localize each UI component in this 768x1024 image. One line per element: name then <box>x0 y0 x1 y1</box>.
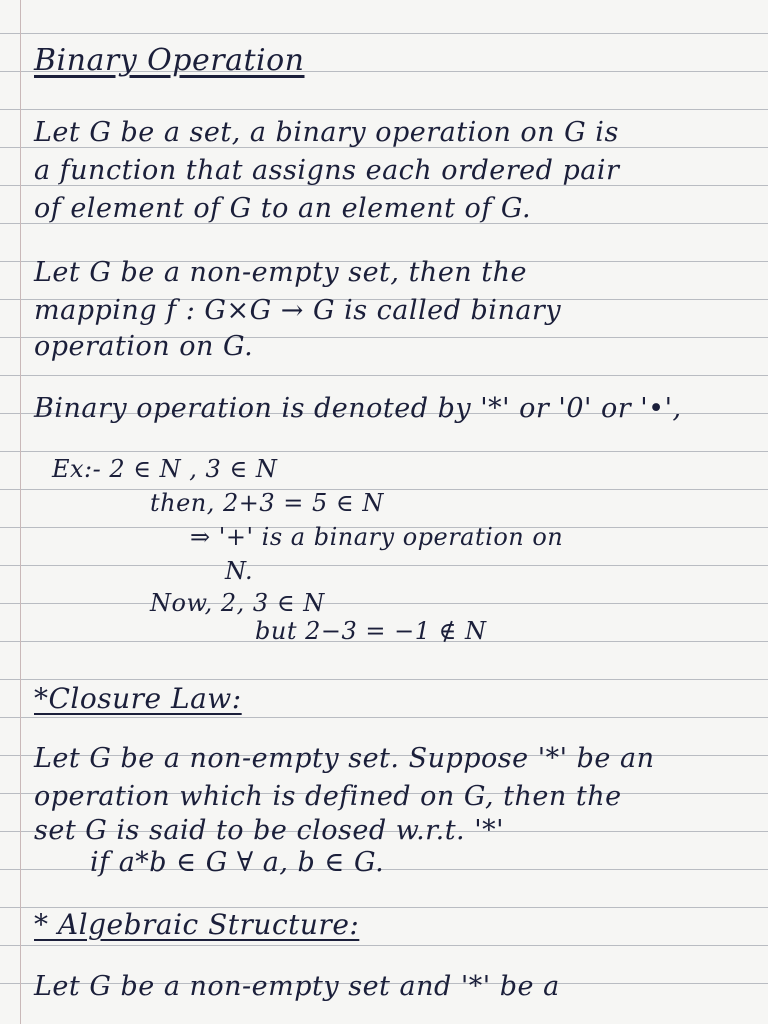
example-line: but 2−3 = −1 ∉ N <box>255 617 487 645</box>
margin-line <box>20 0 21 1024</box>
definition1-line: of element of G to an element of G. <box>34 193 532 224</box>
closure-line: set G is said to be closed w.r.t. '*' <box>34 815 505 846</box>
closure-heading: *Closure Law: <box>34 682 242 715</box>
algebraic-heading: * Algebraic Structure: <box>34 908 360 941</box>
definition2-line: operation on G. <box>34 331 254 362</box>
example-line: N. <box>225 557 254 585</box>
example-line: Now, 2, 3 ∈ N <box>150 589 325 617</box>
definition1-line: Let G be a set, a binary operation on G is <box>34 117 619 148</box>
closure-line: Let G be a non-empty set. Suppose '*' be an <box>34 743 655 774</box>
example-line: Ex:- 2 ∈ N , 3 ∈ N <box>52 455 278 483</box>
denoted-line: Binary operation is denoted by '*' or '0' or '•', <box>34 393 682 424</box>
closure-line: if a*b ∈ G ∀ a, b ∈ G. <box>90 847 385 878</box>
algebraic-line: Let G be a non-empty set and '*' be a <box>34 971 560 1002</box>
definition2-line: Let G be a non-empty set, then the <box>34 257 527 288</box>
example-line: then, 2+3 = 5 ∈ N <box>150 489 384 517</box>
definition1-line: a function that assigns each ordered pair <box>34 155 620 186</box>
page-title: Binary Operation <box>34 43 305 78</box>
definition2-line: mapping f : G×G → G is called binary <box>34 295 562 326</box>
closure-line: operation which is defined on G, then the <box>34 781 622 812</box>
example-line: ⇒ '+' is a binary operation on <box>190 523 564 551</box>
